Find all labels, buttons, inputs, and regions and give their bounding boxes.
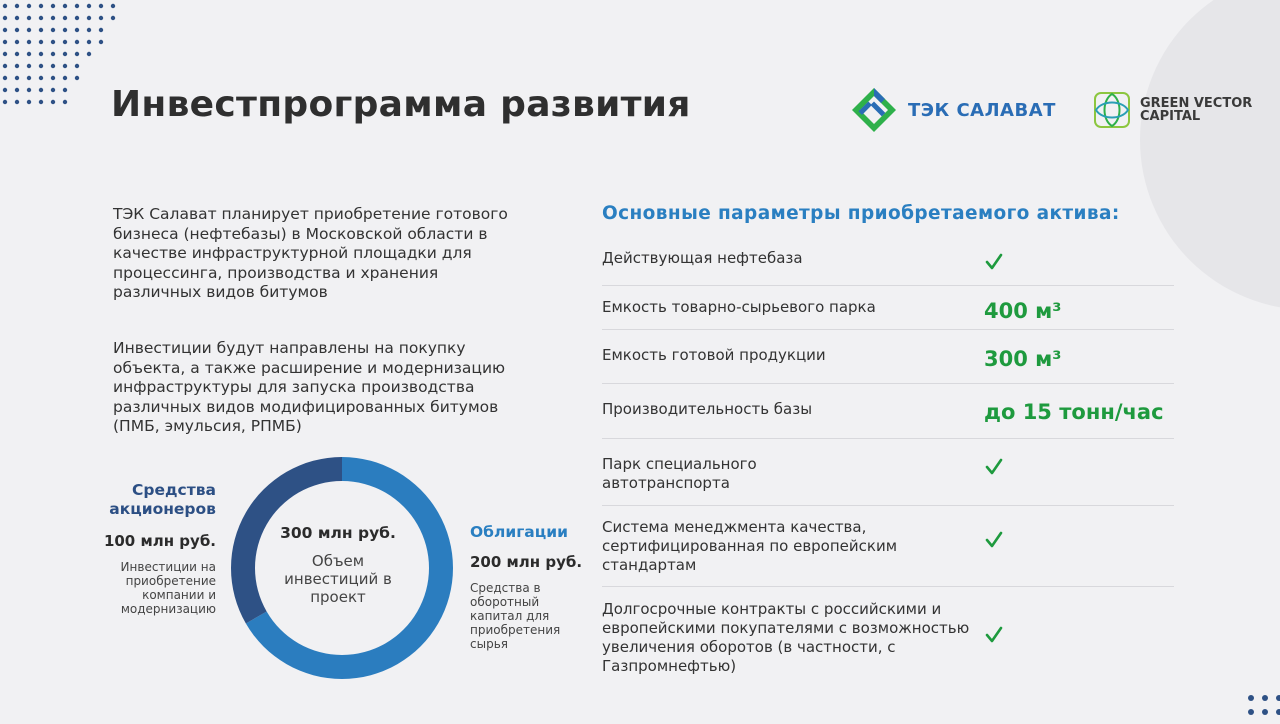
param-row [602, 330, 1174, 384]
param-label: Долгосрочные контракты с российскими и европейскими покупателями с возможностью увеличения оборотов (в частности, с Газпромнефтью) [602, 600, 970, 675]
tek-salavat-logo [850, 86, 1056, 134]
gvc-logo-icon [1092, 90, 1132, 130]
param-label: Производительность базы [602, 400, 813, 418]
total-label: Объем инвестиций в проект [284, 552, 392, 606]
gvc-logo-text [1140, 97, 1252, 123]
tek-logo-text: ТЭК САЛАВАТ [908, 99, 1056, 121]
page-title: Инвестпрограмма развития [111, 84, 691, 125]
params-title: Основные параметры приобретаемого актива: [602, 203, 1120, 224]
param-row [602, 286, 1174, 330]
intro-paragraph-2: Инвестиции будут направлены на покупку объекта, а также расширение и модернизацию инфраструктуры для запуска производства различных видов модифицированных битумов (ПМБ, эмульсия, РПМБ) [113, 339, 506, 435]
green-vector-capital-logo [1092, 90, 1252, 130]
gvc-logo-line2: CAPITAL [1140, 109, 1201, 124]
checkmark-icon [984, 252, 1004, 276]
param-value: 300 м³ [984, 347, 1062, 371]
checkmark-icon [984, 530, 1004, 554]
param-label: Емкость товарно-сырьевого парка [602, 298, 876, 316]
param-row [602, 240, 1174, 286]
bonds-block [470, 523, 590, 651]
shareholders-amount: 100 млн руб. [103, 532, 216, 550]
param-row [602, 506, 1174, 587]
checkmark-icon [984, 457, 1004, 481]
dot-pattern-top-left [0, 0, 120, 115]
tek-logo-icon [850, 86, 898, 134]
param-row [602, 587, 1174, 687]
bonds-title: Облигации [470, 523, 568, 541]
param-value: до 15 тонн/час [984, 400, 1164, 424]
param-label: Емкость готовой продукции [602, 346, 826, 364]
param-label: Действующая нефтебаза [602, 249, 803, 267]
shareholders-title: Средства акционеров [109, 481, 216, 518]
param-row [602, 384, 1174, 439]
bonds-desc: Средства в оборотный капитал для приобретения сырья [470, 581, 561, 651]
gvc-logo-line1: GREEN VECTOR [1140, 96, 1253, 111]
dot-pattern-bottom-right [1246, 692, 1280, 724]
param-label: Парк специального автотранспорта [602, 455, 757, 492]
shareholders-desc: Инвестиции на приобретение компании и модернизацию [120, 560, 216, 616]
param-value: 400 м³ [984, 299, 1062, 323]
shareholders-block [100, 481, 216, 616]
param-row [602, 439, 1174, 506]
intro-paragraph-1: ТЭК Салават планирует приобретение готового бизнеса (нефтебазы) в Московской области в качестве инфраструктурной площадки для процессинга, производства и хранения различных видов битумов [113, 205, 508, 301]
total-amount: 300 млн руб. [280, 524, 396, 542]
param-label: Система менеджмента качества, сертифицированная по европейским стандартам [602, 518, 898, 574]
checkmark-icon [984, 625, 1004, 649]
donut-center [263, 524, 413, 606]
bonds-amount: 200 млн руб. [470, 553, 583, 571]
